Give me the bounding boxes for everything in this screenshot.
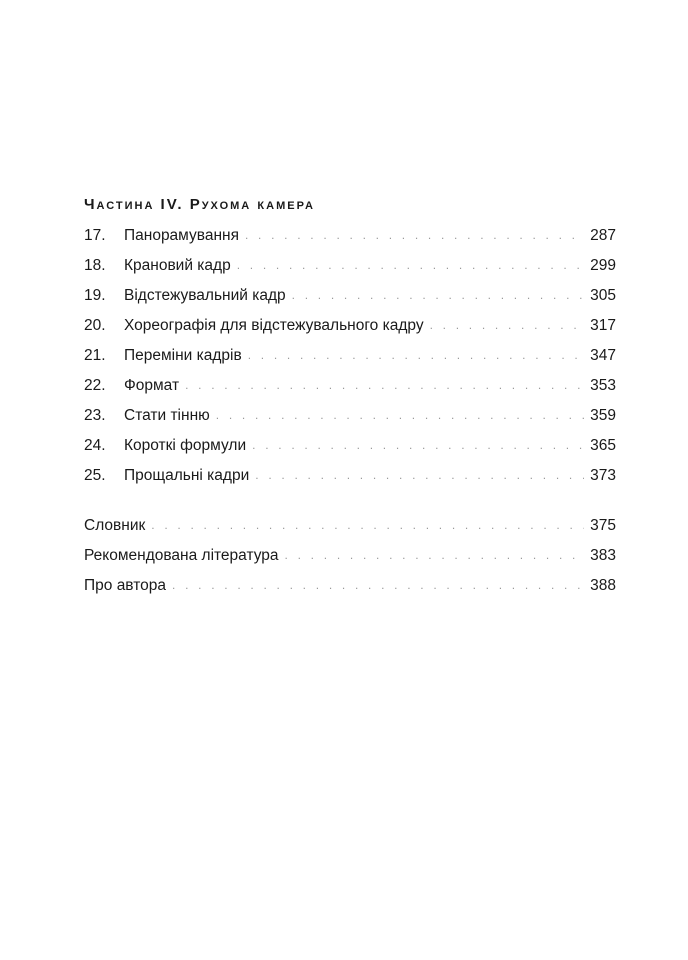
toc-entry [84,341,616,371]
toc-entry [84,541,616,571]
chapter-number: 25. [84,467,106,484]
chapter-title: Переміни кадрів [124,347,242,364]
dot-leader [151,510,584,540]
toc-entry [84,571,616,601]
page-number: 373 [590,467,616,484]
section-spacer [84,491,616,511]
chapter-number: 20. [84,317,106,334]
page-number: 299 [590,257,616,274]
toc-entry [84,371,616,401]
toc-entry [84,251,616,281]
chapter-number: 23. [84,407,106,424]
appendix-title: Словник [84,517,146,534]
page-number: 287 [590,227,616,244]
chapter-title: Формат [124,377,180,394]
appendix-title: Про автора [84,577,166,594]
toc-entry [84,311,616,341]
page-number: 317 [590,317,616,334]
toc-entry [84,461,616,491]
dot-leader [255,460,584,490]
toc-entry [84,281,616,311]
toc-entry [84,221,616,251]
page-number: 305 [590,287,616,304]
dot-leader [430,310,584,340]
chapter-number: 21. [84,347,106,364]
chapter-number: 19. [84,287,106,304]
dot-leader [245,220,584,250]
dot-leader [292,280,584,310]
page-number: 375 [590,517,616,534]
dot-leader [216,400,584,430]
page-number: 388 [590,577,616,594]
dot-leader [185,370,584,400]
chapter-number: 24. [84,437,106,454]
chapter-number: 22. [84,377,106,394]
page-number: 365 [590,437,616,454]
toc-entry [84,511,616,541]
dot-leader [172,570,584,600]
chapter-title: Панорамування [124,227,239,244]
chapter-title: Крановий кадр [124,257,231,274]
chapter-title: Стати тінню [124,407,210,424]
page-number: 347 [590,347,616,364]
dot-leader [237,250,584,280]
dot-leader [248,340,584,370]
chapter-number: 18. [84,257,106,274]
chapter-number: 17. [84,227,106,244]
page-number: 353 [590,377,616,394]
toc-entry [84,431,616,461]
dot-leader [252,430,584,460]
part-title: Частина IV. Рухома камера [84,196,315,213]
table-of-contents [84,192,616,601]
chapter-title: Прощальні кадри [124,467,250,484]
appendix-title: Рекомендована література [84,547,279,564]
page-number: 383 [590,547,616,564]
chapter-title: Хореографія для відстежувального кадру [124,317,424,334]
page-number: 359 [590,407,616,424]
chapter-title: Відстежувальний кадр [124,287,286,304]
dot-leader [285,540,584,570]
chapter-title: Короткі формули [124,437,247,454]
toc-entry [84,401,616,431]
